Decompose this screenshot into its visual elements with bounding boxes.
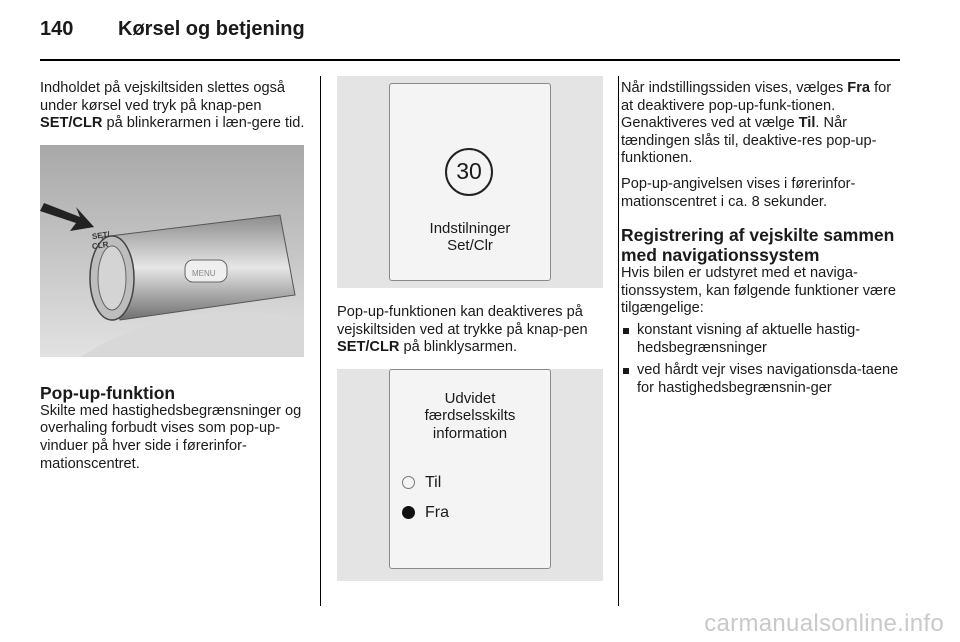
bullet-square-icon [623, 328, 629, 334]
deactivate-paragraph: Pop-up-funktionen kan deaktiveres på vejskiltsiden ved at trykke på knap-pen SET/CLR på blinklysarmen. [337, 304, 588, 356]
option-menu-title: Udvidet færdselsskilts information [424, 389, 516, 442]
bullet-square-icon [623, 368, 629, 374]
menu-button-label: MENU [192, 268, 216, 278]
navigation-heading: Registrering af vejskilte sammen med navigationssystem [621, 225, 895, 266]
column-divider-2 [618, 76, 619, 606]
popup-heading: Pop-up-funktion [40, 382, 176, 403]
navigation-body: Hvis bilen er udstyret med et naviga-tionssystem, kan følgende funktioner være tilgængelige: [621, 265, 896, 317]
lever-label-clr: CLR [91, 239, 109, 251]
option-screen-figure [337, 369, 603, 581]
popup-body: Skilte med hastighedsbegrænsninger og overhaling forbudt vises som pop-up-vinduer på hver side i førerinfor-mationscentret. [40, 402, 302, 472]
intro-paragraph: Indholdet på vejskiltsiden slettes også under kørsel ved tryk på knap-pen SET/CLR på blinkerarmen i læn-gere tid. [40, 80, 305, 132]
set-clr-term: SET/CLR [337, 339, 400, 356]
option-fra-label: Fra [425, 503, 449, 521]
settings-screen [389, 83, 551, 281]
page-header [40, 18, 900, 52]
list-item: konstant visning af aktuelle hastig-hedsbegrænsninger [621, 322, 903, 357]
navigation-bullet-list [621, 322, 903, 397]
settings-screen-figure [337, 76, 603, 288]
til-term: Til [798, 115, 816, 132]
list-item: ved hårdt vejr vises navigationsda-taene for hastighedsbegrænsnin-ger [621, 362, 903, 397]
popup-duration-paragraph: Pop-up-angivelsen vises i førerinfor-mationscentret i ca. 8 sekunder. [621, 175, 856, 210]
column-1 [40, 80, 306, 481]
page-number: 140 [40, 18, 74, 40]
column-3 [621, 80, 903, 402]
speed-limit-sign: 30 [445, 148, 493, 196]
radio-selected-icon [402, 506, 415, 519]
page-title: Kørsel og betjening [118, 18, 305, 40]
lever-label-set: SET/ [91, 229, 111, 241]
header-rule [40, 59, 900, 61]
column-2 [337, 76, 603, 581]
screen-caption-setclr: Set/Clr [447, 237, 493, 254]
option-screen [389, 369, 551, 569]
fra-term: Fra [847, 80, 871, 96]
watermark: carmanualsonline.info [704, 610, 944, 637]
option-til[interactable] [402, 474, 441, 492]
column-divider-1 [320, 76, 321, 606]
settings-paragraph: Når indstillingssiden vises, vælges Fra for at deaktivere pop-up-funk-tionen. Genaktiveres ved at vælge Til. Når tændingen slås til, deaktive-res pop-up-funktionen. [621, 80, 892, 167]
option-til-label: Til [425, 473, 442, 491]
set-clr-term: SET/CLR [40, 115, 103, 132]
indicator-lever-illustration [40, 145, 304, 357]
screen-caption-settings: Indstilninger [429, 220, 511, 237]
option-fra[interactable] [402, 504, 449, 522]
lever-photo [40, 145, 304, 357]
radio-empty-icon [402, 476, 415, 489]
